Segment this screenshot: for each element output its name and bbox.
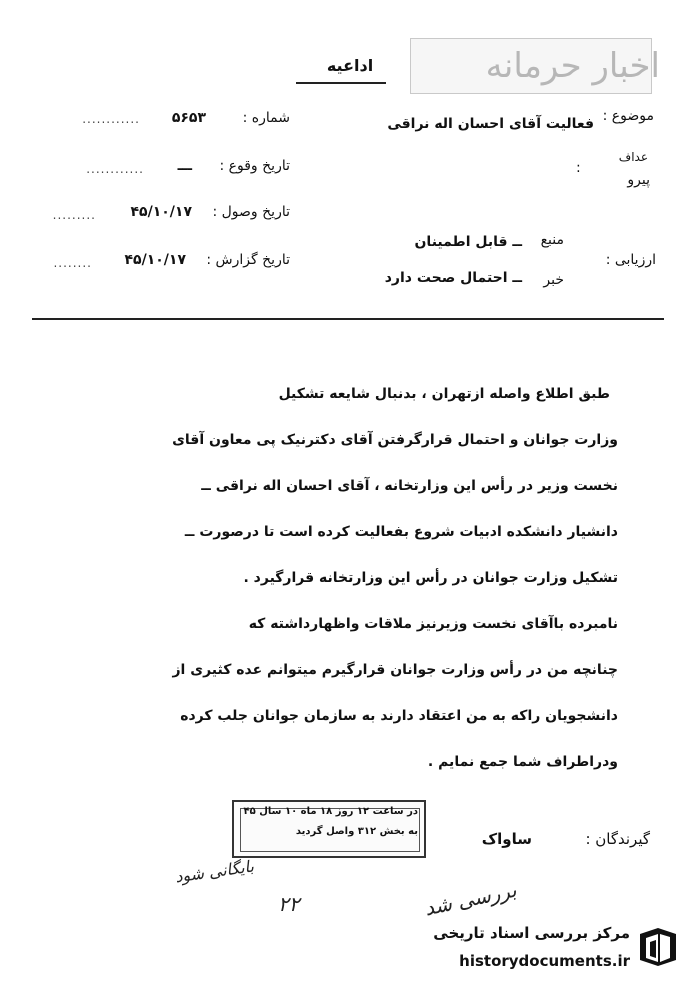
occurrence-date-value: ـــ xyxy=(177,158,192,174)
parties-label-1: عداف xyxy=(618,150,648,164)
body-line: تشکیل وزارت جوانان در رأس این وزارتخانه قرارگیرد . xyxy=(243,570,618,586)
report-date-label: تاریخ گزارش : xyxy=(206,252,290,268)
body-line: طبق اطلاع واصله ازتهران ، بدنبال شایعه تشکیل xyxy=(278,386,610,402)
parties-colon: : xyxy=(576,160,581,176)
body-line: چنانچه من در رأس وزارت جوانان قرارگیرم میتوانم عده کثیری از xyxy=(172,662,618,678)
subject-label: موضوع : xyxy=(602,108,654,124)
body-line: ودراطراف شما جمع نمایم . xyxy=(427,754,618,770)
body-line: نخست وزیر در رأس این وزارتخانه ، آقای احسان اله نراقی ــ xyxy=(201,478,618,494)
report-date-dots: ........ xyxy=(53,256,92,270)
header-divider xyxy=(32,318,664,320)
news-label: خبر xyxy=(543,272,564,288)
signature: بررسی شد xyxy=(422,877,519,921)
parties-label-2: پیرو xyxy=(627,172,650,188)
document-title: اداعیه xyxy=(326,56,374,75)
report-date-value: ۴۵/۱۰/۱۷ xyxy=(124,252,186,268)
recipients-value: ساواک xyxy=(481,830,532,848)
news-value: ــ احتمال صحت دارد xyxy=(384,270,522,286)
source-label: منبع xyxy=(540,232,564,248)
occurrence-date-label: تاریخ وقوع : xyxy=(219,158,290,174)
receipt-stamp-line2: به بخش ۳۱۲ واصل گردید xyxy=(295,826,418,837)
classification-stamp-text: اخبار حرمانه xyxy=(485,46,660,86)
number-dots: ............ xyxy=(82,112,140,126)
footer-org-name: مرکز بررسی اسناد تاریخی xyxy=(433,924,630,942)
handwritten-number: ۲۲ xyxy=(278,892,300,916)
source-value: ــ قابل اطمینان xyxy=(414,234,522,250)
handwritten-note: بایگانی شود xyxy=(173,856,255,887)
body-line: دانشیار دانشکده ادبیات شروع بفعالیت کرده است تا درصورت ــ xyxy=(184,524,618,540)
evaluation-label: ارزیابی : xyxy=(605,252,656,268)
title-underline xyxy=(296,82,386,84)
arrival-date-value: ۴۵/۱۰/۱۷ xyxy=(130,204,192,220)
number-value: ۵۶۵۳ xyxy=(171,110,206,126)
archive-logo-icon xyxy=(636,924,682,970)
body-line: وزارت جوانان و احتمال قرارگرفتن آقای دکترنیک پی معاون آقای xyxy=(172,432,618,448)
arrival-date-dots: ......... xyxy=(52,208,96,222)
number-label: شماره : xyxy=(242,110,290,126)
receipt-stamp-line1: در ساعت ۱۲ روز ۱۸ ماه ۱۰ سال ۴۵ xyxy=(243,806,418,817)
footer-url[interactable]: historydocuments.ir xyxy=(459,952,630,970)
arrival-date-label: تاریخ وصول : xyxy=(212,204,290,220)
subject-value: فعالیت آقای احسان اله نراقی xyxy=(387,116,594,132)
occurrence-date-dots: ............ xyxy=(86,162,144,176)
body-line: نامبرده باآقای نخست وزیرنیز ملاقات واظهارداشته که xyxy=(248,616,618,632)
body-line: دانشجویان راکه به من اعتقاد دارند به سازمان جوانان جلب کرده xyxy=(180,708,618,724)
recipients-label: گیرندگان : xyxy=(585,830,650,848)
